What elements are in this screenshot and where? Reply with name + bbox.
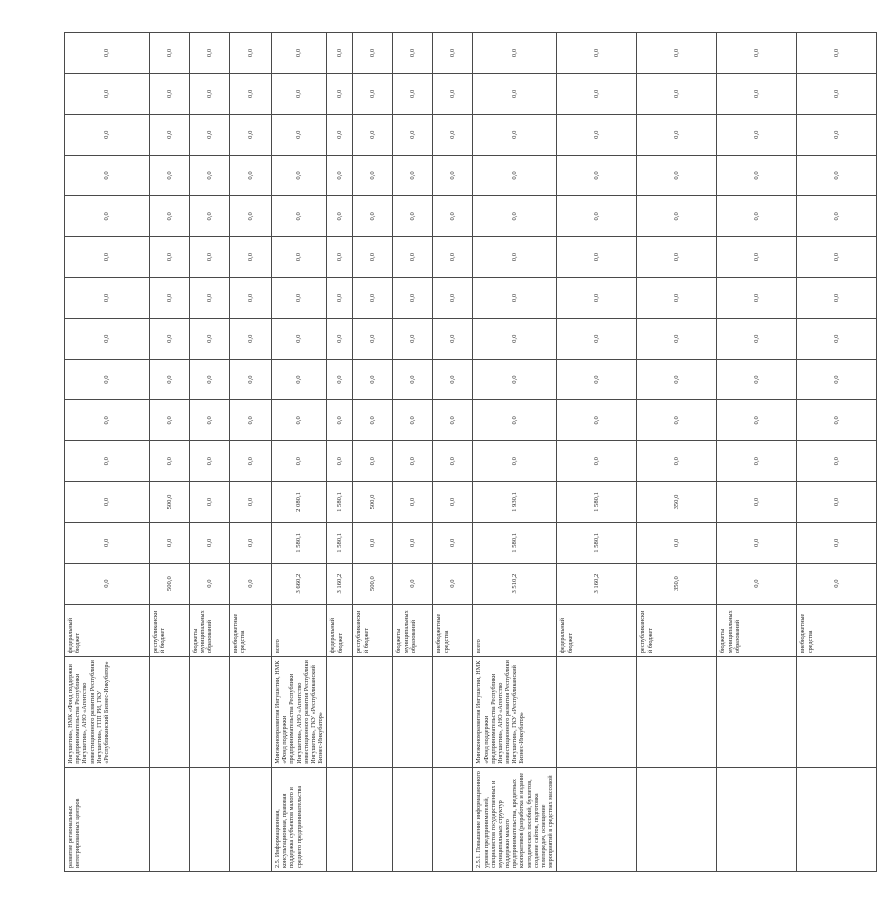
table-cell-value: 0,0 — [433, 359, 473, 400]
table-cell-value: 0,0 — [393, 318, 433, 359]
table-cell-value: 0,0 — [150, 359, 190, 400]
table-cell-value: 0,0 — [65, 237, 150, 278]
table-cell-value: 0,0 — [433, 318, 473, 359]
table-cell-value: 500,0 — [353, 482, 393, 523]
table-cell-value: 0,0 — [190, 73, 230, 114]
table-cell-value: 0,0 — [327, 237, 353, 278]
table-cell-value: 0,0 — [65, 318, 150, 359]
table-cell-c2 — [230, 657, 272, 768]
table-cell-value: 0,0 — [230, 33, 272, 74]
table-cell-value: 0,0 — [557, 359, 637, 400]
table-row — [190, 33, 230, 872]
table-cell-value: 0,0 — [65, 482, 150, 523]
table-cell-value: 0,0 — [557, 33, 637, 74]
table-cell-value: 0,0 — [717, 237, 797, 278]
table-cell-value: 0,0 — [473, 114, 557, 155]
table-cell-value: 0,0 — [190, 563, 230, 604]
table-row — [327, 33, 353, 872]
table-cell-value: 0,0 — [327, 114, 353, 155]
table-row — [150, 33, 190, 872]
table-cell-value: 0,0 — [433, 400, 473, 441]
table-cell-value: 0,0 — [150, 441, 190, 482]
table-cell-value: 0,0 — [150, 318, 190, 359]
table-cell-value: 0,0 — [190, 359, 230, 400]
table-cell-value: 0,0 — [557, 114, 637, 155]
table-cell-value: 0,0 — [353, 278, 393, 319]
table-cell-value: 0,0 — [717, 482, 797, 523]
table-cell-c2: Минэкономразвития Ингушетии, НМК «Фонд поддержки предпринимательства Республики Ингушетия», АНО «Агентство инвестиционного развития Республики Ингушетия», ГКУ «Республиканский Бизнес-Инкубатор» — [272, 657, 327, 768]
table-cell-value: 0,0 — [272, 196, 327, 237]
table-cell-value: 1 580,1 — [473, 522, 557, 563]
table-cell-value: 0,0 — [637, 114, 717, 155]
table-cell-value: 0,0 — [637, 522, 717, 563]
table-cell-value: 0,0 — [637, 359, 717, 400]
table-cell-value: 0,0 — [353, 155, 393, 196]
table-cell-value: 0,0 — [393, 278, 433, 319]
table-cell-value: 0,0 — [797, 73, 877, 114]
table-cell-value: 0,0 — [473, 73, 557, 114]
table-row — [433, 33, 473, 872]
table-cell-value: 0,0 — [150, 522, 190, 563]
table-row — [473, 33, 557, 872]
table-cell-value: 0,0 — [393, 237, 433, 278]
table-cell-c3: республиканский бюджет — [637, 604, 717, 657]
table-cell-value: 0,0 — [433, 155, 473, 196]
table-cell-value: 0,0 — [150, 400, 190, 441]
table-cell-value: 1 580,1 — [557, 522, 637, 563]
table-cell-value: 500,0 — [150, 563, 190, 604]
table-cell-value: 0,0 — [272, 400, 327, 441]
table-cell-value: 0,0 — [717, 155, 797, 196]
table-cell-value: 0,0 — [190, 278, 230, 319]
table-cell-value: 0,0 — [150, 33, 190, 74]
table-cell-c2 — [717, 657, 797, 768]
budget-table — [64, 32, 877, 872]
table-cell-value: 0,0 — [473, 196, 557, 237]
table-cell-c1 — [797, 767, 877, 871]
table-cell-value: 0,0 — [797, 278, 877, 319]
table-cell-c2: Минэкономразвития Ингушетии, НМК «Фонд поддержки предпринимательства Республики Ингушетия», АНО «Агентство инвестиционного развития Республики Ингушетия», ГКУ «Республиканский Бизнес-Инкубатор» — [473, 657, 557, 768]
table-cell-c2 — [797, 657, 877, 768]
table-cell-c2 — [190, 657, 230, 768]
table-row — [393, 33, 433, 872]
table-cell-value: 0,0 — [557, 278, 637, 319]
table-cell-value: 0,0 — [797, 237, 877, 278]
table-row — [353, 33, 393, 872]
table-cell-value: 0,0 — [433, 237, 473, 278]
table-cell-value: 0,0 — [797, 400, 877, 441]
table-cell-value: 500,0 — [353, 563, 393, 604]
table-cell-value: 0,0 — [230, 359, 272, 400]
table-cell-c1: 2.5.1. Повышение информационного уровня предпринимателей, специалистов государственных и муниципальных структур поддержки малого предпринимательства, кредитных кооперативов (разработка и издание методических пособий, буклетов, создание сайтов, подготовка телепередач, освещение мероприятий в средствах массовой — [473, 767, 557, 871]
table-row — [65, 33, 150, 872]
table-cell-value: 0,0 — [65, 33, 150, 74]
table-cell-value: 0,0 — [797, 563, 877, 604]
table-cell-value: 0,0 — [65, 359, 150, 400]
table-cell-value: 0,0 — [433, 33, 473, 74]
table-cell-value: 0,0 — [637, 400, 717, 441]
table-cell-value: 0,0 — [717, 318, 797, 359]
table-cell-value: 0,0 — [393, 441, 433, 482]
table-cell-value: 0,0 — [353, 237, 393, 278]
table-cell-value: 0,0 — [190, 237, 230, 278]
table-cell-value: 1 930,1 — [473, 482, 557, 523]
table-cell-value: 0,0 — [637, 196, 717, 237]
table-cell-value: 0,0 — [797, 441, 877, 482]
table-cell-value: 0,0 — [272, 278, 327, 319]
table-row — [272, 33, 327, 872]
table-cell-value: 0,0 — [433, 114, 473, 155]
table-cell-c3: бюджеты муниципальных образований — [190, 604, 230, 657]
table-cell-c3: федеральный бюджет — [327, 604, 353, 657]
table-cell-value: 0,0 — [327, 318, 353, 359]
table-cell-value: 3 510,2 — [473, 563, 557, 604]
table-cell-c1 — [393, 767, 433, 871]
table-cell-value: 0,0 — [393, 359, 433, 400]
table-cell-value: 3 160,2 — [327, 563, 353, 604]
table-cell-value: 0,0 — [150, 155, 190, 196]
table-cell-value: 0,0 — [797, 114, 877, 155]
table-cell-value: 350,0 — [637, 563, 717, 604]
table-cell-value: 1 580,1 — [272, 522, 327, 563]
table-cell-value: 0,0 — [637, 237, 717, 278]
table-cell-value: 0,0 — [433, 278, 473, 319]
table-cell-value: 0,0 — [717, 359, 797, 400]
table-cell-value: 0,0 — [230, 563, 272, 604]
table-cell-value: 0,0 — [473, 155, 557, 196]
table-row — [230, 33, 272, 872]
table-cell-value: 0,0 — [717, 196, 797, 237]
table-cell-value: 0,0 — [272, 237, 327, 278]
table-cell-c1: 2.5. Информационная, консультационная, правовая поддержка субъектов малого и среднего предпринимательства — [272, 767, 327, 871]
table-row — [637, 33, 717, 872]
table-cell-c1 — [433, 767, 473, 871]
table-cell-c3: федеральный бюджет — [65, 604, 150, 657]
table-cell-value: 0,0 — [353, 318, 393, 359]
table-cell-value: 0,0 — [797, 155, 877, 196]
table-cell-c1 — [230, 767, 272, 871]
table-cell-value: 0,0 — [473, 237, 557, 278]
table-cell-c2 — [327, 657, 353, 768]
table-cell-value: 0,0 — [717, 522, 797, 563]
table-cell-value: 0,0 — [393, 33, 433, 74]
table-cell-c2 — [353, 657, 393, 768]
table-cell-value: 0,0 — [717, 114, 797, 155]
table-cell-value: 2 080,1 — [272, 482, 327, 523]
table-cell-c3: республиканский бюджет — [150, 604, 190, 657]
table-cell-value: 0,0 — [473, 400, 557, 441]
table-cell-c1: развитие региональных интегрированных центров — [65, 767, 150, 871]
table-cell-value: 0,0 — [637, 155, 717, 196]
table-cell-value: 0,0 — [272, 33, 327, 74]
table-cell-value: 0,0 — [797, 482, 877, 523]
table-cell-value: 0,0 — [150, 196, 190, 237]
table-cell-value: 0,0 — [557, 441, 637, 482]
table-cell-value: 0,0 — [637, 318, 717, 359]
table-cell-value: 0,0 — [190, 196, 230, 237]
table-cell-c3: всего — [272, 604, 327, 657]
table-cell-value: 0,0 — [230, 400, 272, 441]
table-cell-value: 0,0 — [190, 318, 230, 359]
table-cell-value: 0,0 — [65, 73, 150, 114]
table-cell-value: 0,0 — [717, 73, 797, 114]
table-cell-value: 0,0 — [393, 155, 433, 196]
table-cell-value: 0,0 — [150, 73, 190, 114]
table-cell-value: 0,0 — [272, 155, 327, 196]
table-cell-value: 0,0 — [433, 73, 473, 114]
table-cell-c2 — [393, 657, 433, 768]
table-cell-c3: республиканский бюджет — [353, 604, 393, 657]
table-cell-value: 0,0 — [65, 400, 150, 441]
table-cell-value: 0,0 — [190, 400, 230, 441]
table-cell-value: 0,0 — [473, 33, 557, 74]
table-cell-value: 0,0 — [393, 563, 433, 604]
table-cell-value: 0,0 — [230, 73, 272, 114]
table-cell-value: 1 580,1 — [327, 482, 353, 523]
table-cell-value: 0,0 — [393, 522, 433, 563]
table-cell-value: 0,0 — [65, 278, 150, 319]
table-cell-value: 0,0 — [717, 400, 797, 441]
table-cell-value: 0,0 — [272, 318, 327, 359]
table-cell-value: 0,0 — [433, 441, 473, 482]
table-cell-value: 0,0 — [327, 73, 353, 114]
table-cell-value: 0,0 — [272, 441, 327, 482]
table-cell-value: 3 160,2 — [557, 563, 637, 604]
table-cell-value: 0,0 — [473, 278, 557, 319]
table-cell-value: 0,0 — [190, 114, 230, 155]
table-cell-value: 0,0 — [557, 400, 637, 441]
table-cell-value: 0,0 — [353, 73, 393, 114]
table-row — [557, 33, 637, 872]
table-cell-c1 — [190, 767, 230, 871]
table-cell-c1 — [557, 767, 637, 871]
table-cell-value: 0,0 — [393, 482, 433, 523]
table-cell-value: 0,0 — [473, 359, 557, 400]
table-cell-value: 0,0 — [230, 237, 272, 278]
table-cell-value: 0,0 — [272, 359, 327, 400]
table-cell-value: 0,0 — [557, 237, 637, 278]
table-cell-value: 0,0 — [557, 155, 637, 196]
table-cell-value: 0,0 — [327, 196, 353, 237]
table-cell-c2 — [433, 657, 473, 768]
table-cell-value: 0,0 — [65, 441, 150, 482]
table-cell-value: 0,0 — [393, 73, 433, 114]
table-cell-value: 0,0 — [557, 318, 637, 359]
table-cell-value: 0,0 — [272, 73, 327, 114]
table-cell-value: 0,0 — [433, 196, 473, 237]
table-cell-value: 0,0 — [637, 73, 717, 114]
table-cell-value: 0,0 — [393, 196, 433, 237]
table-cell-value: 0,0 — [557, 73, 637, 114]
table-cell-value: 0,0 — [190, 522, 230, 563]
table-cell-value: 0,0 — [353, 33, 393, 74]
table-cell-value: 0,0 — [637, 441, 717, 482]
table-cell-value: 0,0 — [230, 278, 272, 319]
table-cell-value: 0,0 — [473, 441, 557, 482]
table-cell-value: 0,0 — [65, 563, 150, 604]
table-cell-c3: всего — [473, 604, 557, 657]
table-cell-value: 0,0 — [190, 155, 230, 196]
table-cell-value: 1 580,1 — [327, 522, 353, 563]
table-cell-value: 0,0 — [797, 359, 877, 400]
table-cell-value: 1 580,1 — [557, 482, 637, 523]
table-row — [797, 33, 877, 872]
table-cell-value: 0,0 — [797, 33, 877, 74]
table-cell-value: 0,0 — [230, 114, 272, 155]
table-cell-c3: внебюджетные средства — [797, 604, 877, 657]
table-cell-value: 0,0 — [327, 278, 353, 319]
table-cell-c2 — [150, 657, 190, 768]
table-cell-value: 0,0 — [797, 522, 877, 563]
table-cell-value: 0,0 — [230, 522, 272, 563]
table-cell-value: 0,0 — [327, 359, 353, 400]
table-cell-value: 0,0 — [353, 196, 393, 237]
table-cell-value: 0,0 — [272, 114, 327, 155]
table-cell-value: 0,0 — [150, 278, 190, 319]
table-cell-value: 0,0 — [473, 318, 557, 359]
table-cell-value: 0,0 — [557, 196, 637, 237]
table-cell-value: 0,0 — [393, 400, 433, 441]
table-cell-value: 0,0 — [717, 563, 797, 604]
table-cell-value: 0,0 — [717, 441, 797, 482]
table-cell-c3: бюджеты муниципальных образований — [717, 604, 797, 657]
table-cell-value: 0,0 — [433, 563, 473, 604]
table-cell-value: 0,0 — [327, 155, 353, 196]
table-viewport — [64, 32, 841, 872]
table-cell-c3: внебюджетные средства — [230, 604, 272, 657]
table-cell-value: 0,0 — [230, 441, 272, 482]
table-cell-c3: бюджеты муниципальных образований — [393, 604, 433, 657]
table-cell-c3: внебюджетные средства — [433, 604, 473, 657]
table-cell-value: 0,0 — [190, 33, 230, 74]
table-cell-value: 0,0 — [433, 482, 473, 523]
table-cell-value: 0,0 — [190, 482, 230, 523]
table-cell-value: 0,0 — [797, 196, 877, 237]
table-cell-value: 0,0 — [353, 522, 393, 563]
table-cell-value: 0,0 — [190, 441, 230, 482]
table-cell-value: 0,0 — [353, 441, 393, 482]
table-cell-value: 0,0 — [353, 359, 393, 400]
table-cell-c1 — [150, 767, 190, 871]
table-cell-value: 0,0 — [65, 155, 150, 196]
table-cell-value: 500,0 — [150, 482, 190, 523]
table-cell-c1 — [353, 767, 393, 871]
table-cell-value: 0,0 — [230, 482, 272, 523]
table-cell-value: 0,0 — [637, 278, 717, 319]
table-cell-value: 3 660,2 — [272, 563, 327, 604]
table-cell-c3: федеральный бюджет — [557, 604, 637, 657]
table-cell-value: 0,0 — [327, 441, 353, 482]
table-cell-value: 0,0 — [433, 522, 473, 563]
table-cell-c2 — [557, 657, 637, 768]
table-cell-value: 0,0 — [65, 196, 150, 237]
table-cell-value: 0,0 — [327, 33, 353, 74]
table-cell-value: 0,0 — [353, 114, 393, 155]
table-cell-value: 0,0 — [393, 114, 433, 155]
table-cell-value: 0,0 — [230, 318, 272, 359]
table-cell-value: 0,0 — [230, 155, 272, 196]
table-cell-c1 — [327, 767, 353, 871]
table-row — [717, 33, 797, 872]
table-cell-c1 — [717, 767, 797, 871]
table-cell-value: 350,0 — [637, 482, 717, 523]
table-cell-value: 0,0 — [150, 237, 190, 278]
table-cell-value: 0,0 — [230, 196, 272, 237]
table-cell-c2: Ингушетия», НМК «Фонд поддержки предпринимательства Республики Ингушетия», АНО «Агентство инвестиционного развития Республики Ингушетия», ГПП РИ, ГКУ «Республиканский Бизнес-Инкубатор» — [65, 657, 150, 768]
table-cell-c2 — [637, 657, 717, 768]
table-cell-value: 0,0 — [150, 114, 190, 155]
table-cell-value: 0,0 — [65, 114, 150, 155]
table-cell-value: 0,0 — [65, 522, 150, 563]
table-cell-value: 0,0 — [353, 400, 393, 441]
table-cell-value: 0,0 — [637, 33, 717, 74]
table-cell-value: 0,0 — [717, 33, 797, 74]
table-cell-c1 — [637, 767, 717, 871]
table-cell-value: 0,0 — [717, 278, 797, 319]
table-cell-value: 0,0 — [797, 318, 877, 359]
table-cell-value: 0,0 — [327, 400, 353, 441]
